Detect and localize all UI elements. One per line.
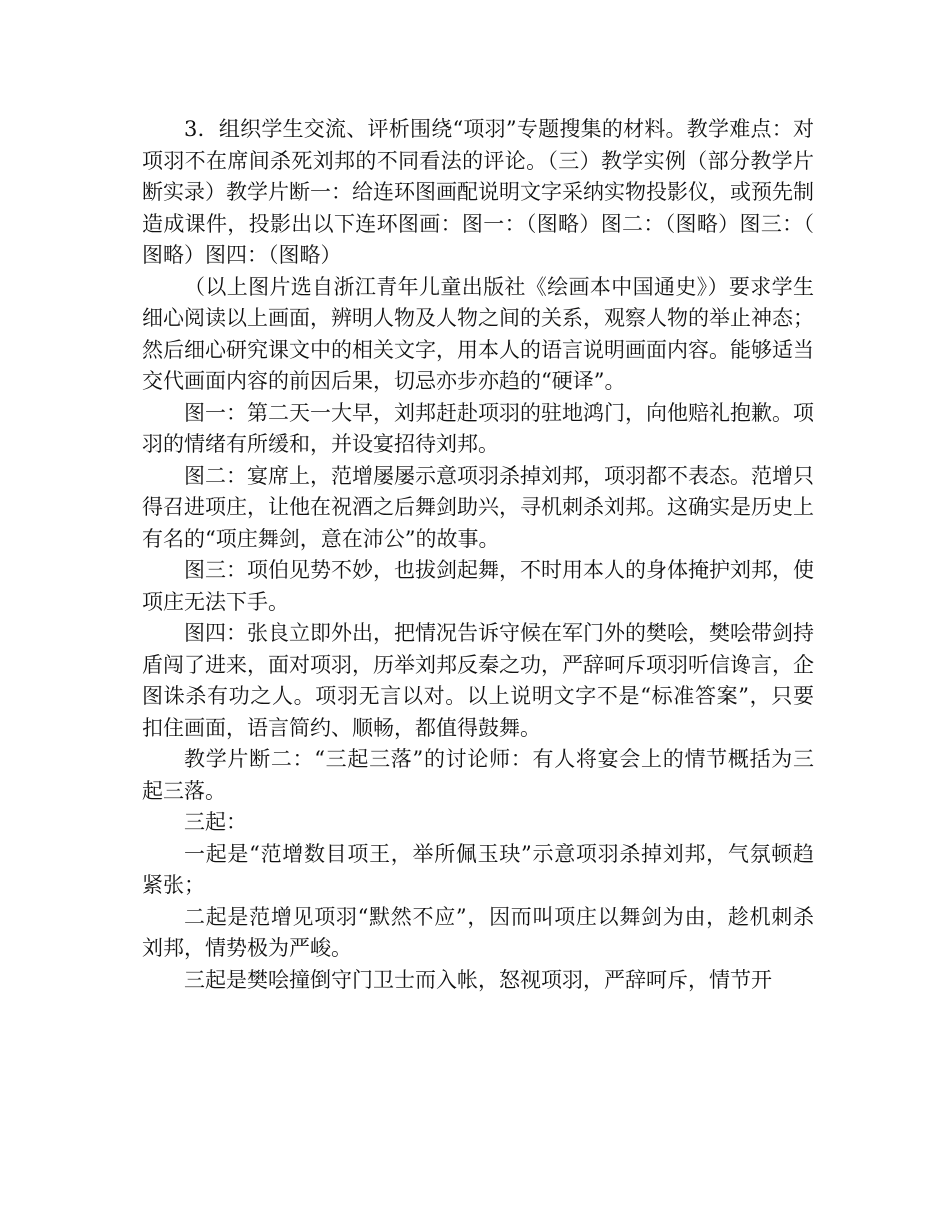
- paragraph-8: 三起：: [184, 810, 247, 834]
- paragraph-6: 图四：张良立即外出，把情况告诉守候在军门外的樊哙，樊哙带剑持盾闯了进来，面对项羽，历举刘邦反秦之功，严辞呵斥项羽听信谗言，企图诛杀有功之人。项羽无言以对。以上说明文字不是“标准答案”，只要扣住画面，语言简约、顺畅，都值得鼓舞。: [142, 621, 814, 740]
- paragraph-1: 3．组织学生交流、评析围绕“项羽”专题搜集的材料。教学难点：对项羽不在席间杀死刘邦的不同看法的评论。（三）教学实例（部分教学片断实录）教学片断一：给连环图画配说明文字采纳实物投影仪，或预先制造成课件，投影出以下连环图画：图一：（图略）图二：（图略）图三：（图略）图四：（图略）: [142, 117, 814, 267]
- document-body: [142, 114, 814, 996]
- paragraph-3: 图一：第二天一大早，刘邦赶赴项羽的驻地鸿门，向他赔礼抱歉。项羽的情绪有所缓和，并设宴招待刘邦。: [142, 400, 814, 456]
- paragraph-4: 图二：宴席上，范增屡屡示意项羽杀掉刘邦，项羽都不表态。范增只得召进项庄，让他在祝酒之后舞剑助兴，寻机刺杀刘邦。这确实是历史上有名的“项庄舞剑，意在沛公”的故事。: [142, 463, 814, 551]
- paragraph-11: 三起是樊哙撞倒守门卫士而入帐，怒视项羽，严辞呵斥，情节开: [184, 967, 772, 992]
- paragraph-7: 教学片断二：“三起三落”的讨论师：有人将宴会上的情节概括为三起三落。: [142, 747, 814, 803]
- paragraph-2: （以上图片选自浙江青年儿童出版社《绘画本中国通史》）要求学生细心阅读以上画面，辨明人物及人物之间的关系，观察人物的举止神态；然后细心研究课文中的相关文字，用本人的语言说明画面内容。能够适当交代画面内容的前因后果，切忌亦步亦趋的“硬译”。: [142, 274, 814, 393]
- paragraph-10: 二起是范增见项羽“默然不应”，因而叫项庄以舞剑为由，趁机刺杀刘邦，情势极为严峻。: [142, 904, 814, 960]
- paragraph-9: 一起是“范增数目项王，举所佩玉玦”示意项羽杀掉刘邦，气氛顿趋紧张；: [142, 841, 814, 897]
- paragraph-5: 图三：项伯见势不妙，也拔剑起舞，不时用本人的身体掩护刘邦，使项庄无法下手。: [142, 558, 814, 614]
